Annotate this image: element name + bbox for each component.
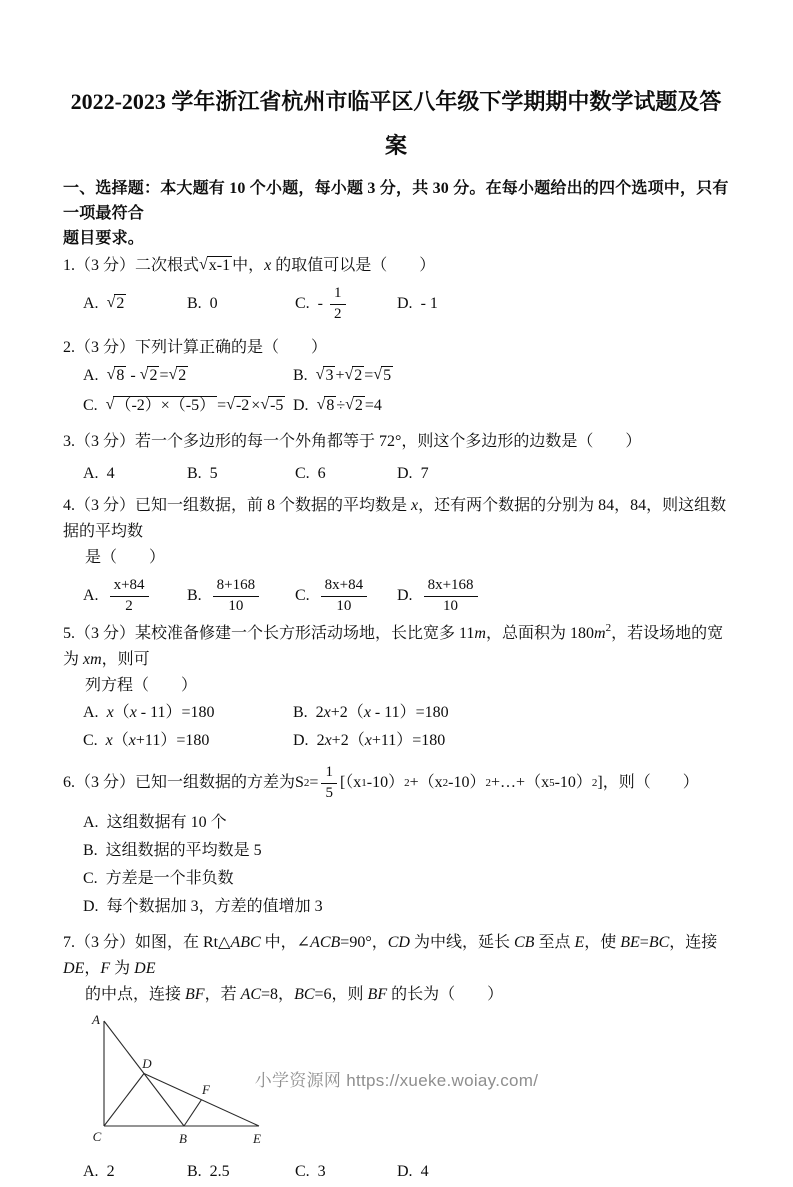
text-run: +2（ bbox=[330, 704, 364, 721]
text-run: 4 bbox=[420, 1163, 429, 1180]
question-1-options bbox=[63, 281, 729, 327]
text-run: + bbox=[335, 367, 345, 384]
text-run: +11）=180 bbox=[135, 732, 210, 749]
question-3-option-d bbox=[397, 461, 729, 487]
option-body bbox=[210, 465, 218, 482]
option-label: D. bbox=[83, 898, 99, 915]
option-label: A. bbox=[83, 465, 99, 482]
question-5 bbox=[63, 621, 729, 755]
fraction-numerator: 8+168 bbox=[213, 576, 259, 597]
text-run: 中，∠ bbox=[260, 934, 311, 951]
option-body bbox=[421, 295, 438, 312]
text-run: ，还有两个数据的分别为 84，84，则这组数据的平均数 bbox=[63, 497, 727, 540]
fraction bbox=[213, 576, 259, 616]
radical-sign: √ bbox=[226, 396, 235, 413]
text-run: 2.（3 分）下列计算正确的是（ ） bbox=[63, 339, 328, 356]
text-run: [（x bbox=[339, 774, 362, 791]
radicand: -2 bbox=[235, 397, 250, 414]
figure-label-F: F bbox=[202, 1082, 210, 1097]
math-variable: AC bbox=[240, 986, 262, 1003]
math-variable: F bbox=[100, 960, 111, 977]
option-body bbox=[107, 704, 215, 721]
text-run: （ bbox=[113, 704, 130, 721]
text-run: 方差是一个非负数 bbox=[105, 870, 234, 887]
section-header-line-2: 题目要求。 bbox=[63, 230, 145, 247]
radical-expression bbox=[107, 361, 127, 391]
radical-expression bbox=[344, 361, 364, 391]
text-run: 6 bbox=[317, 465, 326, 482]
option-label: C. bbox=[295, 294, 310, 312]
option-body bbox=[107, 367, 189, 384]
question-1 bbox=[63, 253, 729, 327]
question-4 bbox=[63, 493, 729, 619]
section-header bbox=[63, 176, 729, 251]
fraction bbox=[424, 576, 478, 616]
radical-sign: √ bbox=[106, 366, 116, 383]
title-line-1: 2022-2023 学年浙江省杭州市临平区八年级下学期期中数学试题及答 bbox=[70, 89, 722, 114]
radical-expression bbox=[140, 361, 160, 391]
title-line-2: 案 bbox=[384, 133, 407, 158]
option-label: C. bbox=[295, 586, 310, 604]
question-2-option-c bbox=[83, 391, 293, 421]
question-1-option-b bbox=[187, 291, 295, 317]
text-run: - 11）=180 bbox=[370, 704, 449, 721]
fraction bbox=[330, 284, 346, 324]
option-body bbox=[106, 842, 262, 859]
option-label: A. bbox=[83, 704, 99, 721]
option-label: C. bbox=[83, 732, 98, 749]
text-run: 3 bbox=[317, 1163, 326, 1180]
question-2-stem bbox=[63, 335, 729, 361]
fraction-denominator: 10 bbox=[443, 597, 459, 614]
text-run: 是（ ） bbox=[85, 549, 166, 566]
option-body bbox=[318, 1163, 326, 1180]
option-body bbox=[107, 577, 152, 614]
radical-sign: √ bbox=[105, 396, 115, 413]
question-7-option-d bbox=[397, 1159, 729, 1185]
math-variable: DE bbox=[134, 960, 156, 977]
option-body bbox=[318, 577, 370, 614]
option-label: B. bbox=[187, 295, 202, 312]
option-label: A. bbox=[83, 814, 99, 831]
option-label: B. bbox=[187, 586, 202, 604]
text-run: 2.5 bbox=[209, 1163, 230, 1180]
option-label: C. bbox=[295, 1163, 310, 1180]
option-label: D. bbox=[397, 1163, 413, 1180]
text-run: -10） bbox=[448, 774, 486, 791]
text-run: ， bbox=[84, 960, 101, 977]
option-body bbox=[318, 465, 326, 482]
option-label: B. bbox=[83, 842, 98, 859]
question-4-option-d bbox=[397, 575, 729, 617]
math-variable: m bbox=[594, 625, 606, 642]
footer-watermark bbox=[0, 1066, 793, 1091]
text-run: 这组数据的平均数是 5 bbox=[105, 842, 262, 859]
question-5-option-c bbox=[83, 727, 293, 755]
question-5-option-d bbox=[293, 727, 729, 755]
radicand: 2 bbox=[354, 367, 363, 384]
question-4-option-c bbox=[295, 575, 397, 617]
question-7-stem-line-1 bbox=[63, 930, 729, 982]
fraction-numerator: 8x+168 bbox=[424, 576, 478, 597]
text-run: -10） bbox=[554, 774, 592, 791]
radicand: 2 bbox=[354, 397, 363, 414]
option-body bbox=[210, 577, 262, 614]
question-7 bbox=[63, 930, 729, 1187]
question-4-stem-line-2 bbox=[63, 545, 729, 571]
option-label: B. bbox=[293, 367, 308, 384]
question-6-options bbox=[63, 809, 729, 920]
question-2-option-b bbox=[293, 361, 729, 391]
math-variable: m bbox=[474, 625, 486, 642]
option-body bbox=[316, 704, 449, 721]
radical-sign: √ bbox=[316, 396, 326, 413]
text-run: 6.（3 分）已知一组数据的方差为 bbox=[63, 774, 296, 791]
text-run: 2 bbox=[315, 704, 324, 721]
question-5-option-a bbox=[83, 699, 293, 727]
math-variable: x bbox=[363, 704, 371, 721]
question-7-option-c bbox=[295, 1159, 397, 1185]
figure-label-E: E bbox=[253, 1131, 261, 1146]
text-run: 4.（3 分）已知一组数据，前 8 个数据的平均数是 bbox=[63, 497, 412, 514]
text-run: ÷ bbox=[336, 397, 346, 414]
radical-expression bbox=[260, 391, 285, 421]
math-variable: CB bbox=[513, 934, 535, 951]
math-variable: BE bbox=[620, 934, 640, 951]
option-label: C. bbox=[83, 870, 98, 887]
text-run: = bbox=[364, 367, 374, 384]
option-label: C. bbox=[83, 397, 98, 414]
text-run: × bbox=[251, 397, 261, 414]
fraction-denominator: 10 bbox=[336, 597, 352, 614]
text-run: 中， bbox=[232, 257, 265, 274]
math-variable: x bbox=[105, 732, 113, 749]
option-label: D. bbox=[293, 397, 309, 414]
option-body bbox=[421, 1163, 429, 1180]
question-3 bbox=[63, 429, 729, 489]
option-body bbox=[106, 732, 210, 749]
text-run: =8， bbox=[261, 986, 295, 1003]
text-run: +2（ bbox=[331, 732, 365, 749]
question-1-option-a bbox=[83, 291, 187, 317]
math-variable: ACB bbox=[310, 934, 341, 951]
text-run: - bbox=[126, 367, 140, 384]
question-3-stem bbox=[63, 429, 729, 455]
option-body bbox=[107, 1163, 115, 1180]
question-5-option-b bbox=[293, 699, 729, 727]
radical-sign: √ bbox=[345, 396, 354, 413]
fraction-denominator: 2 bbox=[125, 597, 133, 614]
fraction-numerator: x+84 bbox=[110, 576, 149, 597]
option-body bbox=[210, 295, 218, 312]
math-variable: x bbox=[128, 732, 136, 749]
text-run: ]，则（ ） bbox=[597, 774, 699, 791]
text-run: 3.（3 分）若一个多边形的每一个外角都等于 72°，则这个多边形的边数是（ ） bbox=[63, 433, 642, 450]
question-4-option-a bbox=[83, 575, 187, 617]
radical-sign: √ bbox=[315, 366, 325, 383]
text-run: 0 bbox=[209, 295, 218, 312]
radical-expression bbox=[345, 391, 365, 421]
text-run: 为 bbox=[110, 960, 135, 977]
question-6-option-d bbox=[63, 893, 729, 920]
option-label: D. bbox=[397, 295, 413, 312]
question-5-options bbox=[63, 699, 729, 755]
question-4-option-b bbox=[187, 575, 295, 617]
question-7-option-a bbox=[83, 1159, 187, 1185]
option-body bbox=[107, 465, 115, 482]
math-variable: x bbox=[323, 704, 331, 721]
text-run: 至点 bbox=[534, 934, 575, 951]
fraction bbox=[321, 763, 337, 803]
math-variable: CD bbox=[387, 934, 410, 951]
option-label: B. bbox=[293, 704, 308, 721]
fraction-numerator: 1 bbox=[321, 763, 337, 784]
math-variable: ABC bbox=[230, 934, 261, 951]
question-1-option-c bbox=[295, 283, 397, 325]
option-body bbox=[107, 898, 323, 915]
fraction-denominator: 10 bbox=[228, 597, 244, 614]
question-5-stem-line-2 bbox=[63, 673, 729, 699]
text-run: ，使 bbox=[584, 934, 621, 951]
text-run: - 11）=180 bbox=[136, 704, 215, 721]
radicand: （-2）×（-5） bbox=[115, 397, 216, 414]
text-run: +…+（x bbox=[491, 774, 550, 791]
radicand: 3 bbox=[325, 367, 334, 384]
question-2-options bbox=[63, 361, 729, 421]
question-6-option-b bbox=[63, 837, 729, 864]
question-6-option-c bbox=[63, 865, 729, 892]
question-7-option-b bbox=[187, 1159, 295, 1185]
superscript: 2 bbox=[605, 622, 612, 634]
radicand: x-1 bbox=[208, 257, 231, 274]
text-run: =4 bbox=[364, 397, 382, 414]
text-run: 的中点，连接 bbox=[85, 986, 186, 1003]
text-run: - bbox=[317, 294, 327, 312]
figure-label-A: A bbox=[92, 1012, 100, 1027]
text-run: 2 bbox=[316, 732, 325, 749]
page-title bbox=[63, 90, 729, 158]
text-run: - 1 bbox=[420, 295, 438, 312]
question-1-option-d bbox=[397, 291, 729, 317]
text-run: 的取值可以是（ ） bbox=[271, 257, 436, 274]
option-label: B. bbox=[187, 465, 202, 482]
text-run: +（x bbox=[409, 774, 443, 791]
question-4-options bbox=[63, 573, 729, 619]
question-4-stem-line-1 bbox=[63, 493, 729, 545]
text-run: = bbox=[639, 934, 649, 951]
text-run: +11）=180 bbox=[371, 732, 446, 749]
fraction-numerator: 8x+84 bbox=[321, 576, 367, 597]
question-7-stem-line-2 bbox=[63, 982, 729, 1008]
text-run: = bbox=[217, 397, 227, 414]
segment-BF bbox=[184, 1100, 202, 1126]
question-6-stem: 6.（3 分）已知一组数据的方差为 S 2 = $\frac{1}{5}$ [（x 1 -10） 2 +（x 2 -10） 2 +…+（x 5 -10） 2 ]，则（ ） bbox=[63, 761, 729, 805]
text-run: 每个数据加 3，方差的值增加 3 bbox=[106, 898, 323, 915]
math-variable: BC bbox=[648, 934, 670, 951]
section-header-line-1: 一、选择题：本大题有 10 个小题，每小题 3 分，共 30 分。在每小题给出的四个选项中，只有一项最符合 bbox=[63, 180, 729, 222]
radical-sign: √ bbox=[106, 294, 116, 311]
text-run: ，若 bbox=[204, 986, 241, 1003]
math-variable: E bbox=[574, 934, 585, 951]
text-run: 2 bbox=[106, 1163, 115, 1180]
text-run: 这组数据有 10 个 bbox=[106, 814, 227, 831]
text-run: ，则可 bbox=[101, 651, 150, 668]
option-body bbox=[106, 397, 286, 414]
option-label: A. bbox=[83, 367, 99, 384]
text-run: ，连接 bbox=[669, 934, 718, 951]
radical-sign: √ bbox=[344, 366, 354, 383]
radical-expression bbox=[168, 361, 188, 391]
question-3-options bbox=[63, 459, 729, 489]
option-body bbox=[106, 870, 234, 887]
math-variable: x bbox=[106, 704, 114, 721]
option-body bbox=[317, 397, 382, 414]
radical-expression bbox=[106, 391, 217, 421]
radicand: 8 bbox=[326, 397, 335, 414]
footer-site-url: 小学资源网 https://xueke.woiay.com/ bbox=[254, 1071, 539, 1090]
radical-sign: √ bbox=[139, 366, 149, 383]
fraction-denominator: 5 bbox=[325, 784, 333, 801]
math-variable: x bbox=[364, 732, 372, 749]
math-variable: xm bbox=[83, 651, 102, 668]
question-6 bbox=[63, 761, 729, 920]
question-3-option-a bbox=[83, 461, 187, 487]
radical-expression bbox=[316, 361, 336, 391]
text-run: （ bbox=[112, 732, 129, 749]
radical-expression bbox=[317, 391, 337, 421]
question-2-option-d bbox=[293, 391, 729, 421]
option-label: A. bbox=[83, 586, 99, 604]
fraction bbox=[321, 576, 367, 616]
text-run: = bbox=[309, 774, 319, 791]
text-run: -10） bbox=[366, 774, 405, 791]
text-run: 列方程（ ） bbox=[85, 677, 198, 694]
text-run: ，若设场地的宽为 bbox=[63, 625, 724, 668]
radicand: 2 bbox=[149, 367, 158, 384]
text-run: =6，则 bbox=[314, 986, 368, 1003]
question-2-option-a bbox=[83, 361, 293, 391]
radicand: -5 bbox=[270, 397, 284, 414]
math-variable: x bbox=[411, 497, 419, 514]
option-body bbox=[317, 732, 446, 749]
question-1-stem bbox=[63, 253, 729, 279]
radicand: 2 bbox=[116, 295, 125, 312]
question-6-option-a bbox=[63, 809, 729, 836]
text-run: 的长为（ ） bbox=[387, 986, 504, 1003]
text-run: 5 bbox=[209, 465, 218, 482]
question-5-stem-line-1 bbox=[63, 621, 729, 673]
option-label: D. bbox=[293, 732, 309, 749]
radicand: 5 bbox=[383, 367, 392, 384]
option-body bbox=[107, 814, 227, 831]
math-variable: BF bbox=[367, 986, 388, 1003]
radical-expression bbox=[226, 391, 251, 421]
text-run: 7 bbox=[420, 465, 429, 482]
text-run: 5.（3 分）某校准备修建一个长方形活动场地，长比宽多 11 bbox=[63, 625, 475, 642]
text-run: S bbox=[295, 774, 304, 791]
option-body bbox=[317, 285, 349, 322]
option-label: A. bbox=[83, 295, 99, 312]
text-run: 为中线，延长 bbox=[409, 934, 514, 951]
text-run: 4 bbox=[106, 465, 115, 482]
radicand: 8 bbox=[116, 367, 125, 384]
option-label: C. bbox=[295, 465, 310, 482]
question-3-option-b bbox=[187, 461, 295, 487]
option-body bbox=[210, 1163, 230, 1180]
text-run: ，总面积为 180 bbox=[485, 625, 594, 642]
text-run: =90°， bbox=[340, 934, 388, 951]
radical-sign: √ bbox=[168, 366, 178, 383]
fraction-denominator: 2 bbox=[334, 305, 342, 322]
option-label: D. bbox=[397, 586, 413, 604]
radical-expression bbox=[199, 253, 232, 279]
math-variable: BC bbox=[294, 986, 315, 1003]
option-body bbox=[421, 465, 429, 482]
radical-sign: √ bbox=[260, 396, 270, 413]
figure-label-C: C bbox=[92, 1129, 102, 1144]
radical-expression bbox=[107, 291, 127, 317]
math-variable: BF bbox=[185, 986, 205, 1003]
question-3-option-c bbox=[295, 461, 397, 487]
option-body bbox=[421, 577, 481, 614]
text-run: 1.（3 分）二次根式 bbox=[63, 257, 200, 274]
option-label: D. bbox=[397, 465, 413, 482]
option-body bbox=[316, 367, 393, 384]
radical-sign: √ bbox=[373, 366, 383, 383]
option-body bbox=[107, 295, 127, 312]
math-variable: x bbox=[129, 704, 137, 721]
question-2 bbox=[63, 335, 729, 421]
radicand: 2 bbox=[178, 367, 187, 384]
fraction bbox=[110, 576, 149, 616]
text-run: 7.（3 分）如图，在 Rt△ bbox=[63, 934, 231, 951]
radical-expression bbox=[373, 361, 393, 391]
option-label: B. bbox=[187, 1163, 202, 1180]
text-run: = bbox=[159, 367, 169, 384]
question-7-options bbox=[63, 1157, 729, 1187]
math-variable: x bbox=[324, 732, 332, 749]
fraction-numerator: 1 bbox=[330, 284, 346, 305]
figure-label-B: B bbox=[179, 1131, 187, 1146]
figure-label-D: D bbox=[142, 1056, 152, 1071]
radical-sign: √ bbox=[199, 256, 208, 273]
math-variable: DE bbox=[63, 960, 85, 977]
option-label: A. bbox=[83, 1163, 99, 1180]
math-variable: x bbox=[264, 257, 272, 274]
